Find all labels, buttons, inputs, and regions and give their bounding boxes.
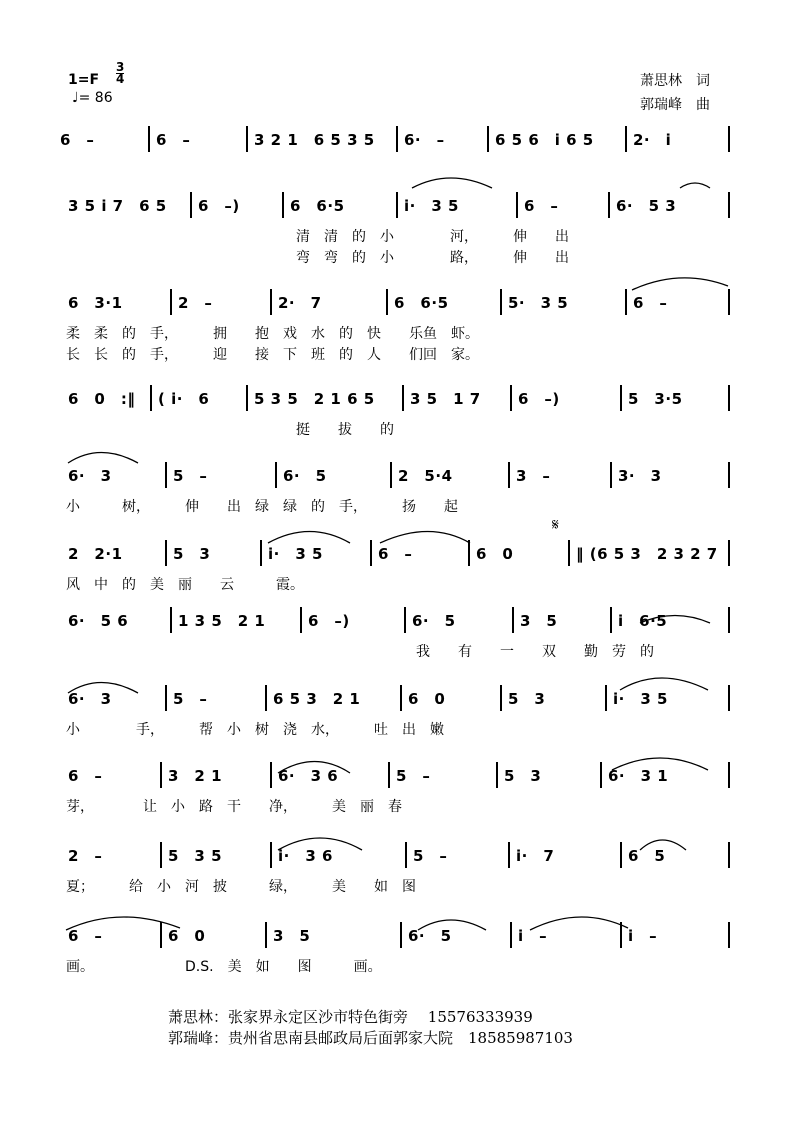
- measure-notes: 5 3: [173, 545, 211, 563]
- slur: [268, 532, 350, 544]
- measure-notes: 6 0: [408, 690, 446, 708]
- measure-notes: 3· 3: [618, 467, 662, 485]
- measure-notes: 6 6·5: [394, 294, 449, 312]
- measure-notes: 5 –: [413, 847, 448, 865]
- measure-notes: 6 –: [156, 131, 191, 149]
- slur: [380, 532, 470, 544]
- measure-notes: 6 5 6 i 6 5: [495, 131, 594, 149]
- measure-notes: 5· 3 5: [508, 294, 569, 312]
- slur: [612, 758, 708, 770]
- tempo-marking: ♩= 86: [72, 90, 113, 106]
- measure-notes: 6 0: [476, 545, 514, 563]
- measure-notes: 6· 5: [408, 927, 452, 945]
- lyric-line: 我 有 一 双 勤 劳 的: [416, 644, 654, 660]
- measure-notes: ‖ (6 5 3 2 3 2 7: [576, 545, 718, 563]
- slur: [278, 838, 362, 850]
- measure-notes: 3 2 1 6 5 3 5: [254, 131, 375, 149]
- measure-notes: 6· 5: [283, 467, 327, 485]
- slur: [640, 840, 686, 850]
- lyric-line: 小 手， 帮 小 树 浇 水， 吐 出 嫩: [66, 722, 444, 738]
- measure-notes: 6 6·5: [290, 197, 345, 215]
- lyric-line: 清 清 的 小 河， 伸 出: [296, 229, 569, 245]
- slur: [412, 178, 492, 188]
- composer-credit: 郭瑞峰 曲: [640, 97, 710, 113]
- lyric-line: 夏； 给 小 河 披 绿， 美 如 图: [66, 879, 416, 895]
- measure-notes: 5 –: [173, 690, 208, 708]
- measure-notes: i· 7: [516, 847, 555, 865]
- measure-notes: 6 0 :‖: [68, 390, 136, 408]
- measure-notes: 5 3 5 2 1 6 5: [254, 390, 375, 408]
- measure-notes: 2 5·4: [398, 467, 453, 485]
- slur: [68, 683, 138, 694]
- measure-notes: i· 3 5: [613, 690, 668, 708]
- lyric-line: 画。 D.S. 美 如 图 画。: [66, 959, 382, 975]
- lyricist-credit: 萧思林 词: [640, 73, 710, 89]
- slur: [418, 920, 486, 930]
- segno-icon: 𝄋: [552, 515, 559, 534]
- time-signature-bottom: 4: [116, 72, 125, 86]
- time-signature-top: 3: [116, 60, 125, 74]
- measure-notes: 3 5 i 7 6 5: [68, 197, 167, 215]
- measure-notes: 6 –: [633, 294, 668, 312]
- lyric-line: 柔 柔 的 手， 拥 抱 戏 水 的 快 乐鱼 虾。: [66, 326, 479, 342]
- measure-notes: 6 –): [308, 612, 350, 630]
- slur: [680, 183, 710, 188]
- lyric-line: 小 树， 伸 出 绿 绿 的 手， 扬 起: [66, 499, 458, 515]
- measure-notes: i –: [628, 927, 658, 945]
- slur: [530, 917, 628, 930]
- measure-notes: 5 –: [396, 767, 431, 785]
- measure-notes: 2 –: [68, 847, 103, 865]
- measure-notes: i 6·5: [618, 612, 668, 630]
- quarter-note-icon: ♩: [72, 90, 79, 106]
- measure-notes: 3 5: [520, 612, 558, 630]
- measure-notes: 6 3·1: [68, 294, 123, 312]
- measure-notes: 6· 3: [68, 467, 112, 485]
- lyric-line: 长 长 的 手， 迎 接 下 班 的 人 们回 家。: [66, 347, 479, 363]
- footer-contact-composer: 郭瑞峰：贵州省思南县邮政局后面郭家大院 18585987103: [168, 1029, 573, 1047]
- measure-notes: 3 5 1 7: [410, 390, 481, 408]
- measure-notes: 2 –: [178, 294, 213, 312]
- measure-notes: 3 5: [273, 927, 311, 945]
- lyric-line: 芽， 让 小 路 干 净， 美 丽 春: [66, 799, 402, 815]
- measure-notes: 6 0: [168, 927, 206, 945]
- measure-notes: 6 –: [68, 767, 103, 785]
- measure-notes: 5 –: [173, 467, 208, 485]
- slur: [620, 678, 708, 690]
- lyric-line: 风 中 的 美 丽 云 霞。: [66, 577, 304, 593]
- measure-notes: 3 –: [516, 467, 551, 485]
- slur: [278, 762, 350, 774]
- measure-notes: i –: [518, 927, 548, 945]
- measure-notes: 1 3 5 2 1: [178, 612, 266, 630]
- measure-notes: i· 3 5: [404, 197, 459, 215]
- measure-notes: 6· 5: [412, 612, 456, 630]
- lyric-line: 挺 拔 的: [296, 422, 394, 438]
- measure-notes: ( i· 6: [158, 390, 210, 408]
- slur: [66, 917, 180, 930]
- measure-notes: 6· 5 3: [616, 197, 677, 215]
- slur: [68, 453, 138, 464]
- measure-notes: 6 5: [628, 847, 666, 865]
- slur: [640, 616, 710, 624]
- lyric-line: 弯 弯 的 小 路， 伸 出: [296, 250, 569, 266]
- measure-notes: 5 3 5: [168, 847, 223, 865]
- slur: [632, 278, 728, 290]
- measure-notes: 6 –): [198, 197, 240, 215]
- measure-notes: 6 5 3 2 1: [273, 690, 361, 708]
- measure-notes: 6· 3 6: [278, 767, 339, 785]
- measure-notes: i· 3 5: [268, 545, 323, 563]
- measure-notes: 3 2 1: [168, 767, 223, 785]
- measure-notes: 6 –): [518, 390, 560, 408]
- measure-notes: 5 3: [508, 690, 546, 708]
- measure-notes: 6 –: [524, 197, 559, 215]
- measure-notes: 2· i: [633, 131, 672, 149]
- measure-notes: 6· 3: [68, 690, 112, 708]
- measure-notes: 6· 3 1: [608, 767, 669, 785]
- measure-notes: 6· 5 6: [68, 612, 129, 630]
- measure-notes: 5 3: [504, 767, 542, 785]
- measure-notes: 6· –: [404, 131, 445, 149]
- measure-notes: i· 3 6: [278, 847, 333, 865]
- measure-notes: 6 –: [60, 131, 95, 149]
- measure-notes: 2· 7: [278, 294, 322, 312]
- footer-contact-lyricist: 萧思林：张家界永定区沙市特色街旁 15576333939: [168, 1008, 533, 1026]
- measure-notes: 5 3·5: [628, 390, 683, 408]
- key-signature: 1=F: [68, 72, 100, 88]
- measure-notes: 6 –: [378, 545, 413, 563]
- measure-notes: 2 2·1: [68, 545, 123, 563]
- measure-notes: 6 –: [68, 927, 103, 945]
